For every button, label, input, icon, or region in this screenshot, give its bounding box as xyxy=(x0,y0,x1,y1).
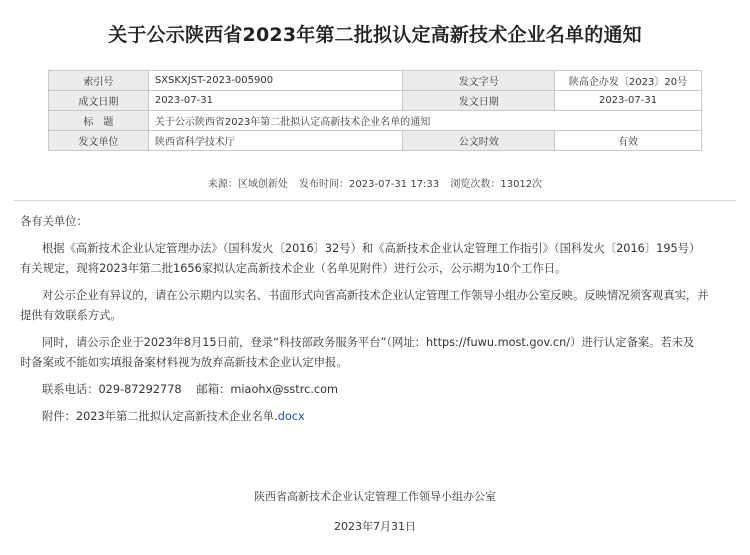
publish-date-label: 发文日期 xyxy=(403,91,555,111)
meta-row xyxy=(49,131,702,151)
issuer-label: 发文单位 xyxy=(49,131,149,151)
notice-body xyxy=(20,212,734,427)
paragraph-2-line-2: 提供有效联系方式。 xyxy=(20,309,122,322)
paragraph-3-line-1: 同时，请公示企业于2023年8月15日前，登录“科技部政务服务平台”（网址：https://fuwu.most.gov.cn/）进行认定备案。若未及 xyxy=(42,336,695,349)
publish-date-value: 2023-07-31 xyxy=(555,91,702,111)
divider xyxy=(14,200,736,201)
publish-time-text: 发布时间：2023-07-31 17:33 xyxy=(299,179,440,190)
doc-number-label: 发文字号 xyxy=(403,71,555,91)
attachment-line xyxy=(20,407,734,427)
subject-label: 标 题 xyxy=(49,111,149,131)
paragraph-1-line-2: 有关规定，现将2023年第二批1656家拟认定高新技术企业（名单见附件）进行公示，公示期为10个工作日。 xyxy=(20,262,567,275)
subject-value: 关于公示陕西省2023年第二批拟认定高新技术企业名单的通知 xyxy=(148,111,701,131)
paragraph-1-line-1: 根据《高新技术企业认定管理办法》（国科发火〔2016〕32号）和《高新技术企业认定管理工作指引》（国科发火〔2016〕195号） xyxy=(42,242,701,255)
document-meta-table xyxy=(48,70,702,151)
paragraph-2-line-1: 对公示企业有异议的，请在公示期内以实名、书面形式向省高新技术企业认定管理工作领导小组办公室反映。反映情况须客观真实，并 xyxy=(42,289,709,302)
contact-info: 联系电话：029-87292778 邮箱：miaohx@sstrc.com xyxy=(42,383,339,396)
doc-number-value: 陕高企办发〔2023〕20号 xyxy=(555,71,702,91)
meta-row xyxy=(49,71,702,91)
written-date-label: 成文日期 xyxy=(49,91,149,111)
view-count-text: 浏览次数：13012次 xyxy=(450,179,543,190)
issuer-value: 陕西省科学技术厅 xyxy=(148,131,403,151)
validity-value: 有效 xyxy=(555,131,702,151)
validity-label: 公文时效 xyxy=(403,131,555,151)
attachment-link[interactable]: docx xyxy=(277,410,305,423)
signature-org: 陕西省高新技术企业认定管理工作领导小组办公室 xyxy=(254,490,496,503)
attachment-prefix[interactable]: 附件：2023年第二批拟认定高新技术企业名单. xyxy=(42,410,278,423)
index-value: SXSKXJST-2023-005900 xyxy=(148,71,403,91)
written-date-value: 2023-07-31 xyxy=(148,91,403,111)
source-line xyxy=(0,175,750,190)
signature-date: 2023年7月31日 xyxy=(334,520,416,533)
index-label: 索引号 xyxy=(49,71,149,91)
meta-row xyxy=(49,91,702,111)
salutation: 各有关单位： xyxy=(20,215,88,228)
source-text: 来源：区域创新处 xyxy=(207,179,288,190)
meta-row xyxy=(49,111,702,131)
page-title: 关于公示陕西省2023年第二批拟认定高新技术企业名单的通知 xyxy=(108,24,642,46)
paragraph-3-line-2: 时备案或不能如实填报备案材料视为放弃高新技术企业认定申报。 xyxy=(20,356,348,369)
